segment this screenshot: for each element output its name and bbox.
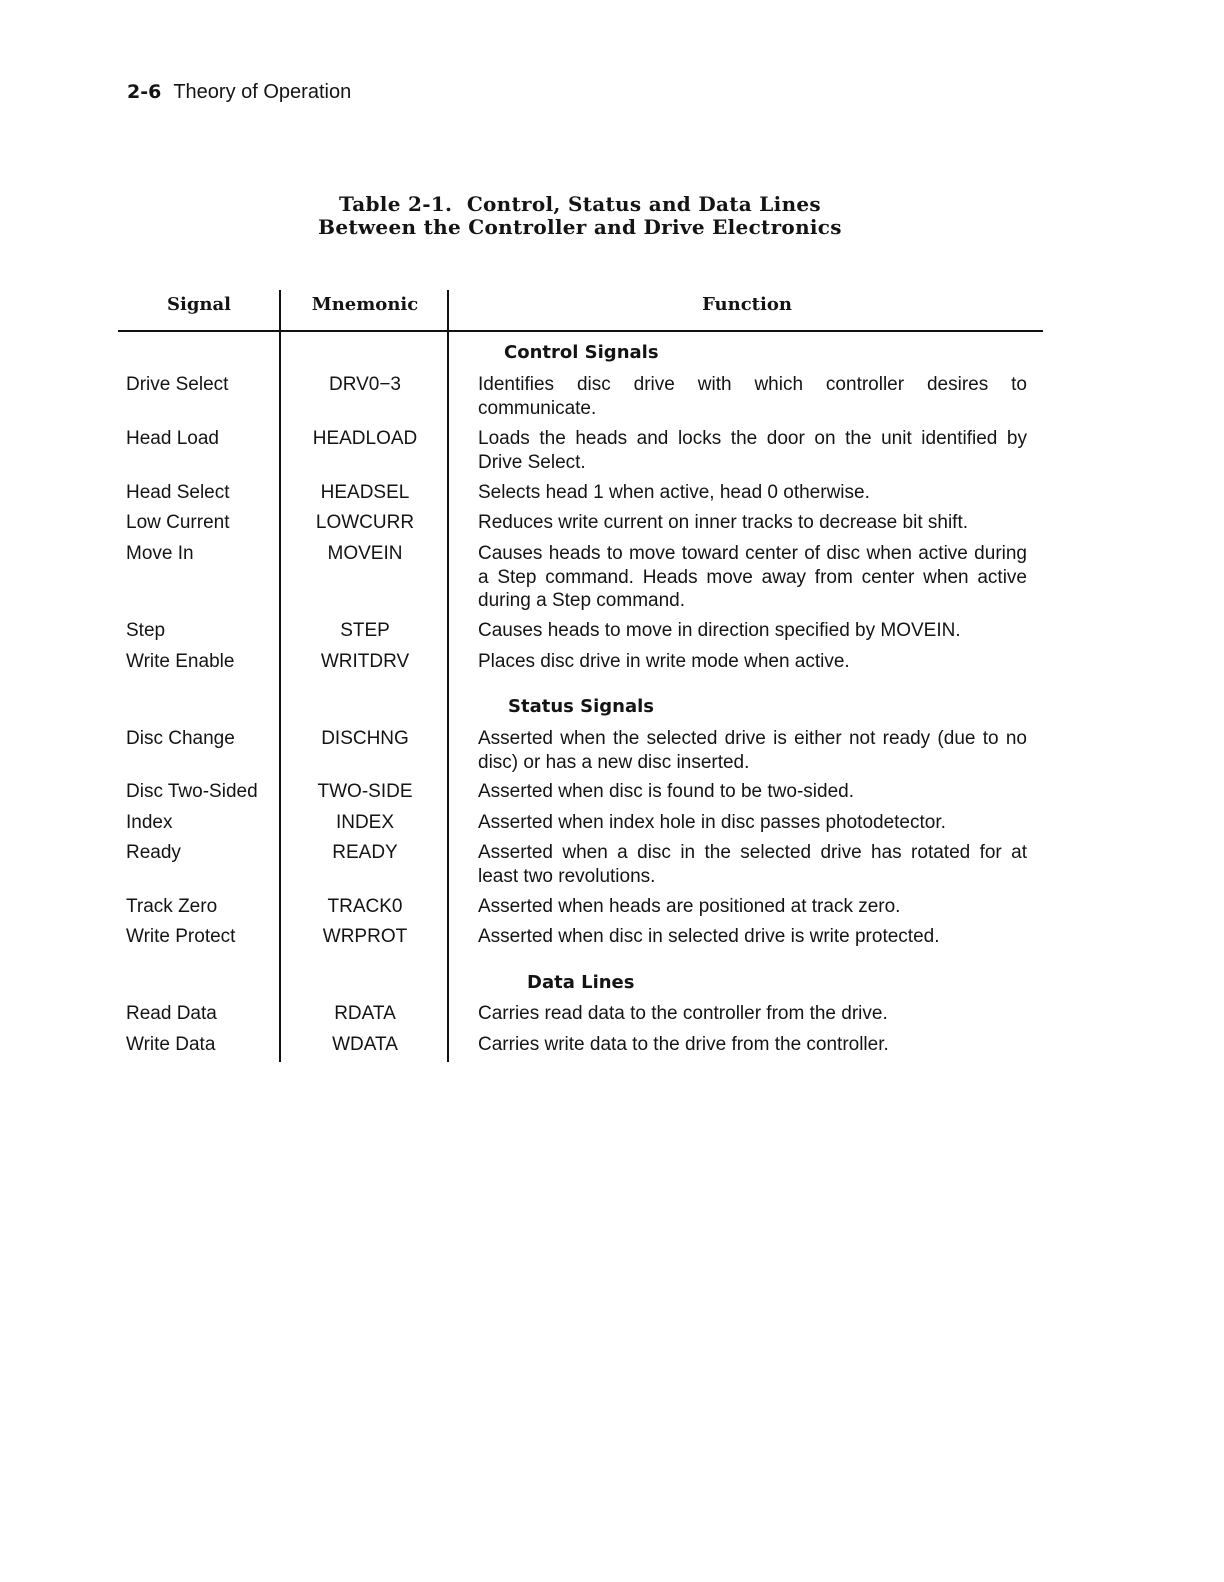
mnemonic-cell: READY	[332, 842, 398, 863]
function-cell: Carries write data to the drive from the controller.	[478, 1034, 889, 1055]
signal-cell: Write Protect	[126, 926, 236, 947]
section-data-lines: Data Lines	[527, 972, 635, 993]
mnemonic-cell: STEP	[340, 620, 390, 641]
signal-cell: Track Zero	[126, 896, 218, 917]
signal-cell: Move In	[126, 543, 194, 564]
function-cell: Asserted when disc is found to be two-sided.	[478, 781, 854, 802]
function-cell: Asserted when disc in selected drive is write protected.	[478, 926, 940, 947]
mnemonic-cell: MOVEIN	[327, 543, 403, 564]
mnemonic-cell: WRPROT	[322, 926, 408, 947]
signal-cell: Drive Select	[126, 374, 229, 395]
function-cell: Asserted when a disc in the selected drive has rotated for at least two revolutions.	[478, 842, 1027, 887]
signal-cell: Low Current	[126, 512, 230, 533]
signal-cell: Disc Change	[126, 728, 235, 749]
mnemonic-cell: RDATA	[334, 1003, 396, 1024]
signal-cell: Head Select	[126, 482, 230, 503]
column-header-mnemonic: Mnemonic	[311, 294, 419, 315]
table-title-line-1: Table 2-1. Control, Status and Data Lines	[339, 192, 821, 216]
signal-cell: Write Enable	[126, 651, 235, 672]
function-cell: Asserted when heads are positioned at track zero.	[478, 896, 901, 917]
section-title: Theory of Operation	[173, 81, 352, 103]
signal-cell: Step	[126, 620, 166, 641]
signal-cell: Disc Two-Sided	[126, 781, 258, 802]
function-cell: Places disc drive in write mode when active.	[478, 651, 850, 672]
signal-cell: Write Data	[126, 1034, 216, 1055]
mnemonic-cell: TWO-SIDE	[317, 781, 413, 802]
mnemonic-cell: DISCHNG	[321, 728, 409, 749]
function-cell: Identifies disc drive with which controller desires to communicate.	[478, 374, 1027, 419]
signal-cell: Ready	[126, 842, 181, 863]
function-cell: Loads the heads and locks the door on the unit identified by Drive Select.	[478, 428, 1027, 473]
page-number: 2-6	[127, 81, 162, 103]
signal-cell: Read Data	[126, 1003, 217, 1024]
signal-cell: Index	[126, 812, 173, 833]
mnemonic-cell: WRITDRV	[320, 651, 410, 672]
function-cell: Asserted when index hole in disc passes photodetector.	[478, 812, 946, 833]
function-cell: Causes heads to move toward center of disc when active during a Step command. Heads move away from center when active during a Step command.	[478, 543, 1027, 611]
signal-cell: Head Load	[126, 428, 219, 449]
column-header-signal: Signal	[166, 294, 231, 315]
function-cell: Carries read data to the controller from the drive.	[478, 1003, 888, 1024]
mnemonic-cell: HEADLOAD	[312, 428, 418, 449]
mnemonic-cell: TRACK0	[327, 896, 403, 917]
function-cell: Reduces write current on inner tracks to decrease bit shift.	[478, 512, 969, 533]
function-cell: Causes heads to move in direction specified by MOVEIN.	[478, 620, 961, 641]
mnemonic-cell: WDATA	[332, 1034, 398, 1055]
section-control-signals: Control Signals	[504, 342, 659, 363]
section-status-signals: Status Signals	[508, 696, 654, 717]
mnemonic-cell: HEADSEL	[320, 482, 410, 503]
mnemonic-cell: LOWCURR	[315, 512, 415, 533]
function-cell: Selects head 1 when active, head 0 otherwise.	[478, 482, 870, 503]
mnemonic-cell: INDEX	[335, 812, 395, 833]
function-cell: Asserted when the selected drive is either not ready (due to no disc) or has a new disc inserted.	[478, 728, 1027, 773]
table-title-line-2: Between the Controller and Drive Electronics	[318, 215, 842, 239]
mnemonic-cell: DRV0−3	[328, 374, 401, 395]
column-header-function: Function	[702, 294, 792, 315]
